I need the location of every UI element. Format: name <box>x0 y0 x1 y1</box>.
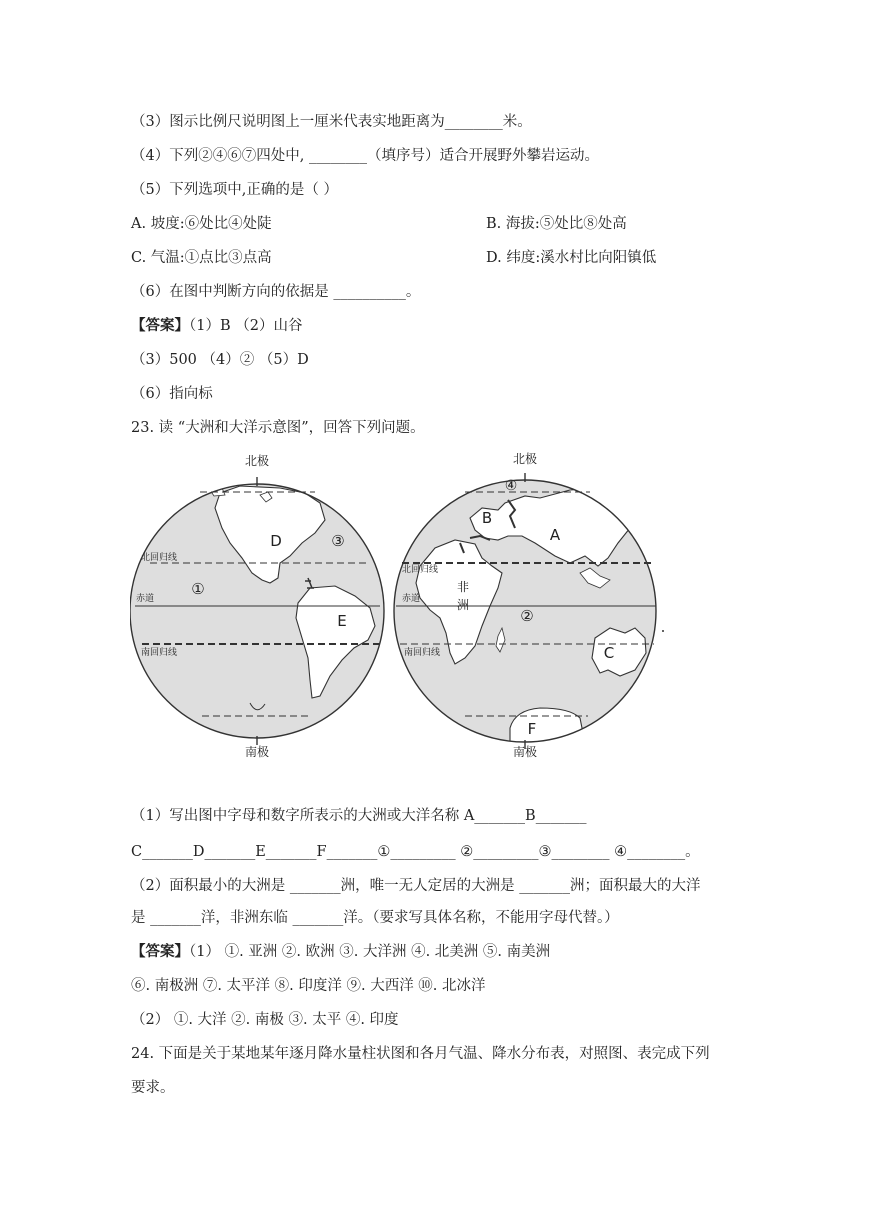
answer-22-line-2: （3）500 （4）② （5）D <box>131 352 309 368</box>
label-n4: ④ <box>504 478 518 494</box>
question-23-2a: （2）面积最小的大洲是 _______洲，唯一无人定居的大洲是 _______洲；面积最大的大洋 <box>131 878 701 894</box>
label-b: B <box>481 509 493 527</box>
western-hemisphere <box>130 477 384 745</box>
question-23-1b: C_______D_______E_______F_______①_________ ②_________③________ ④________。 <box>131 844 700 860</box>
answer-23-line-1 <box>131 942 550 962</box>
north-pole-label-right: 北极 <box>512 452 538 466</box>
north-pole-label-left: 北极 <box>244 454 270 468</box>
label-n1: ① <box>191 580 205 598</box>
option-b: B. 海拔:⑤处比⑧处高 <box>486 216 627 232</box>
pacific-island-dot <box>662 630 664 632</box>
label-a: A <box>549 526 561 544</box>
tropic-capricorn-label-left: 南回归线 <box>141 648 178 658</box>
label-n3: ③ <box>331 532 345 550</box>
answer-text: （1） ①. 亚洲 ②. 欧洲 ③. 大洋洲 ④. 北美洲 ⑤. 南美洲 <box>189 944 551 960</box>
label-n2: ② <box>520 607 534 625</box>
tropic-cancer-label-right: 北回归线 <box>402 565 439 575</box>
question-23-1a: （1）写出图中字母和数字所表示的大洲或大洋名称 A_______B_______ <box>131 808 587 824</box>
south-pole-label-left: 南极 <box>244 745 270 759</box>
label-f: F <box>527 720 537 738</box>
question-24a: 24. 下面是关于某地某年逐月降水量柱状图和各月气温、降水分布表，对照图、表完成下列 <box>131 1046 710 1062</box>
answer-22-line-3: （6）指向标 <box>131 386 213 402</box>
continents-oceans-map <box>130 448 665 763</box>
question-23: 23. 读 “大洲和大洋示意图”，回答下列问题。 <box>131 420 425 436</box>
answer-23-line-3: （2） ①. 大洋 ②. 南极 ③. 太平 ④. 印度 <box>131 1012 399 1028</box>
south-pole-label-right: 南极 <box>512 745 538 759</box>
question-23-2b: 是 _______洋，非洲东临 _______洋。（要求写具体名称，不能用字母代替。） <box>131 910 619 926</box>
answer-label: 【答案】 <box>131 317 189 334</box>
answer-23-line-2: ⑥. 南极洲 ⑦. 太平洋 ⑧. 印度洋 ⑨. 大西洋 ⑩. 北冰洋 <box>131 978 486 994</box>
question-24b: 要求。 <box>131 1080 175 1096</box>
question-22-3: （3）图示比例尺说明图上一厘米代表实地距离为________米。 <box>131 114 532 130</box>
question-22-5: （5）下列选项中,正确的是（ ） <box>131 182 338 198</box>
answer-text: （1）B （2）山谷 <box>189 318 303 334</box>
africa-label-2: 洲 <box>456 598 470 612</box>
option-d: D. 纬度:溪水村比向阳镇低 <box>486 250 657 266</box>
answer-22-line-1 <box>131 316 302 336</box>
antarctica-shape <box>510 708 585 743</box>
tropic-capricorn-label-right: 南回归线 <box>404 648 441 658</box>
answer-label: 【答案】 <box>131 943 189 960</box>
label-e: E <box>337 612 347 630</box>
tropic-cancer-label-left: 北回归线 <box>141 553 178 563</box>
africa-label-1: 非 <box>456 580 470 594</box>
option-c: C. 气温:①点比③点高 <box>131 250 272 266</box>
label-d: D <box>270 532 282 550</box>
question-22-6: （6）在图中判断方向的依据是 __________。 <box>131 284 421 300</box>
equator-label-left: 赤道 <box>136 594 155 604</box>
option-a: A. 坡度:⑥处比④处陡 <box>131 216 272 232</box>
equator-label-right: 赤道 <box>402 594 421 604</box>
question-22-4: （4）下列②④⑥⑦四处中, ________（填序号）适合开展野外攀岩运动。 <box>131 148 599 164</box>
label-c: C <box>603 644 615 662</box>
